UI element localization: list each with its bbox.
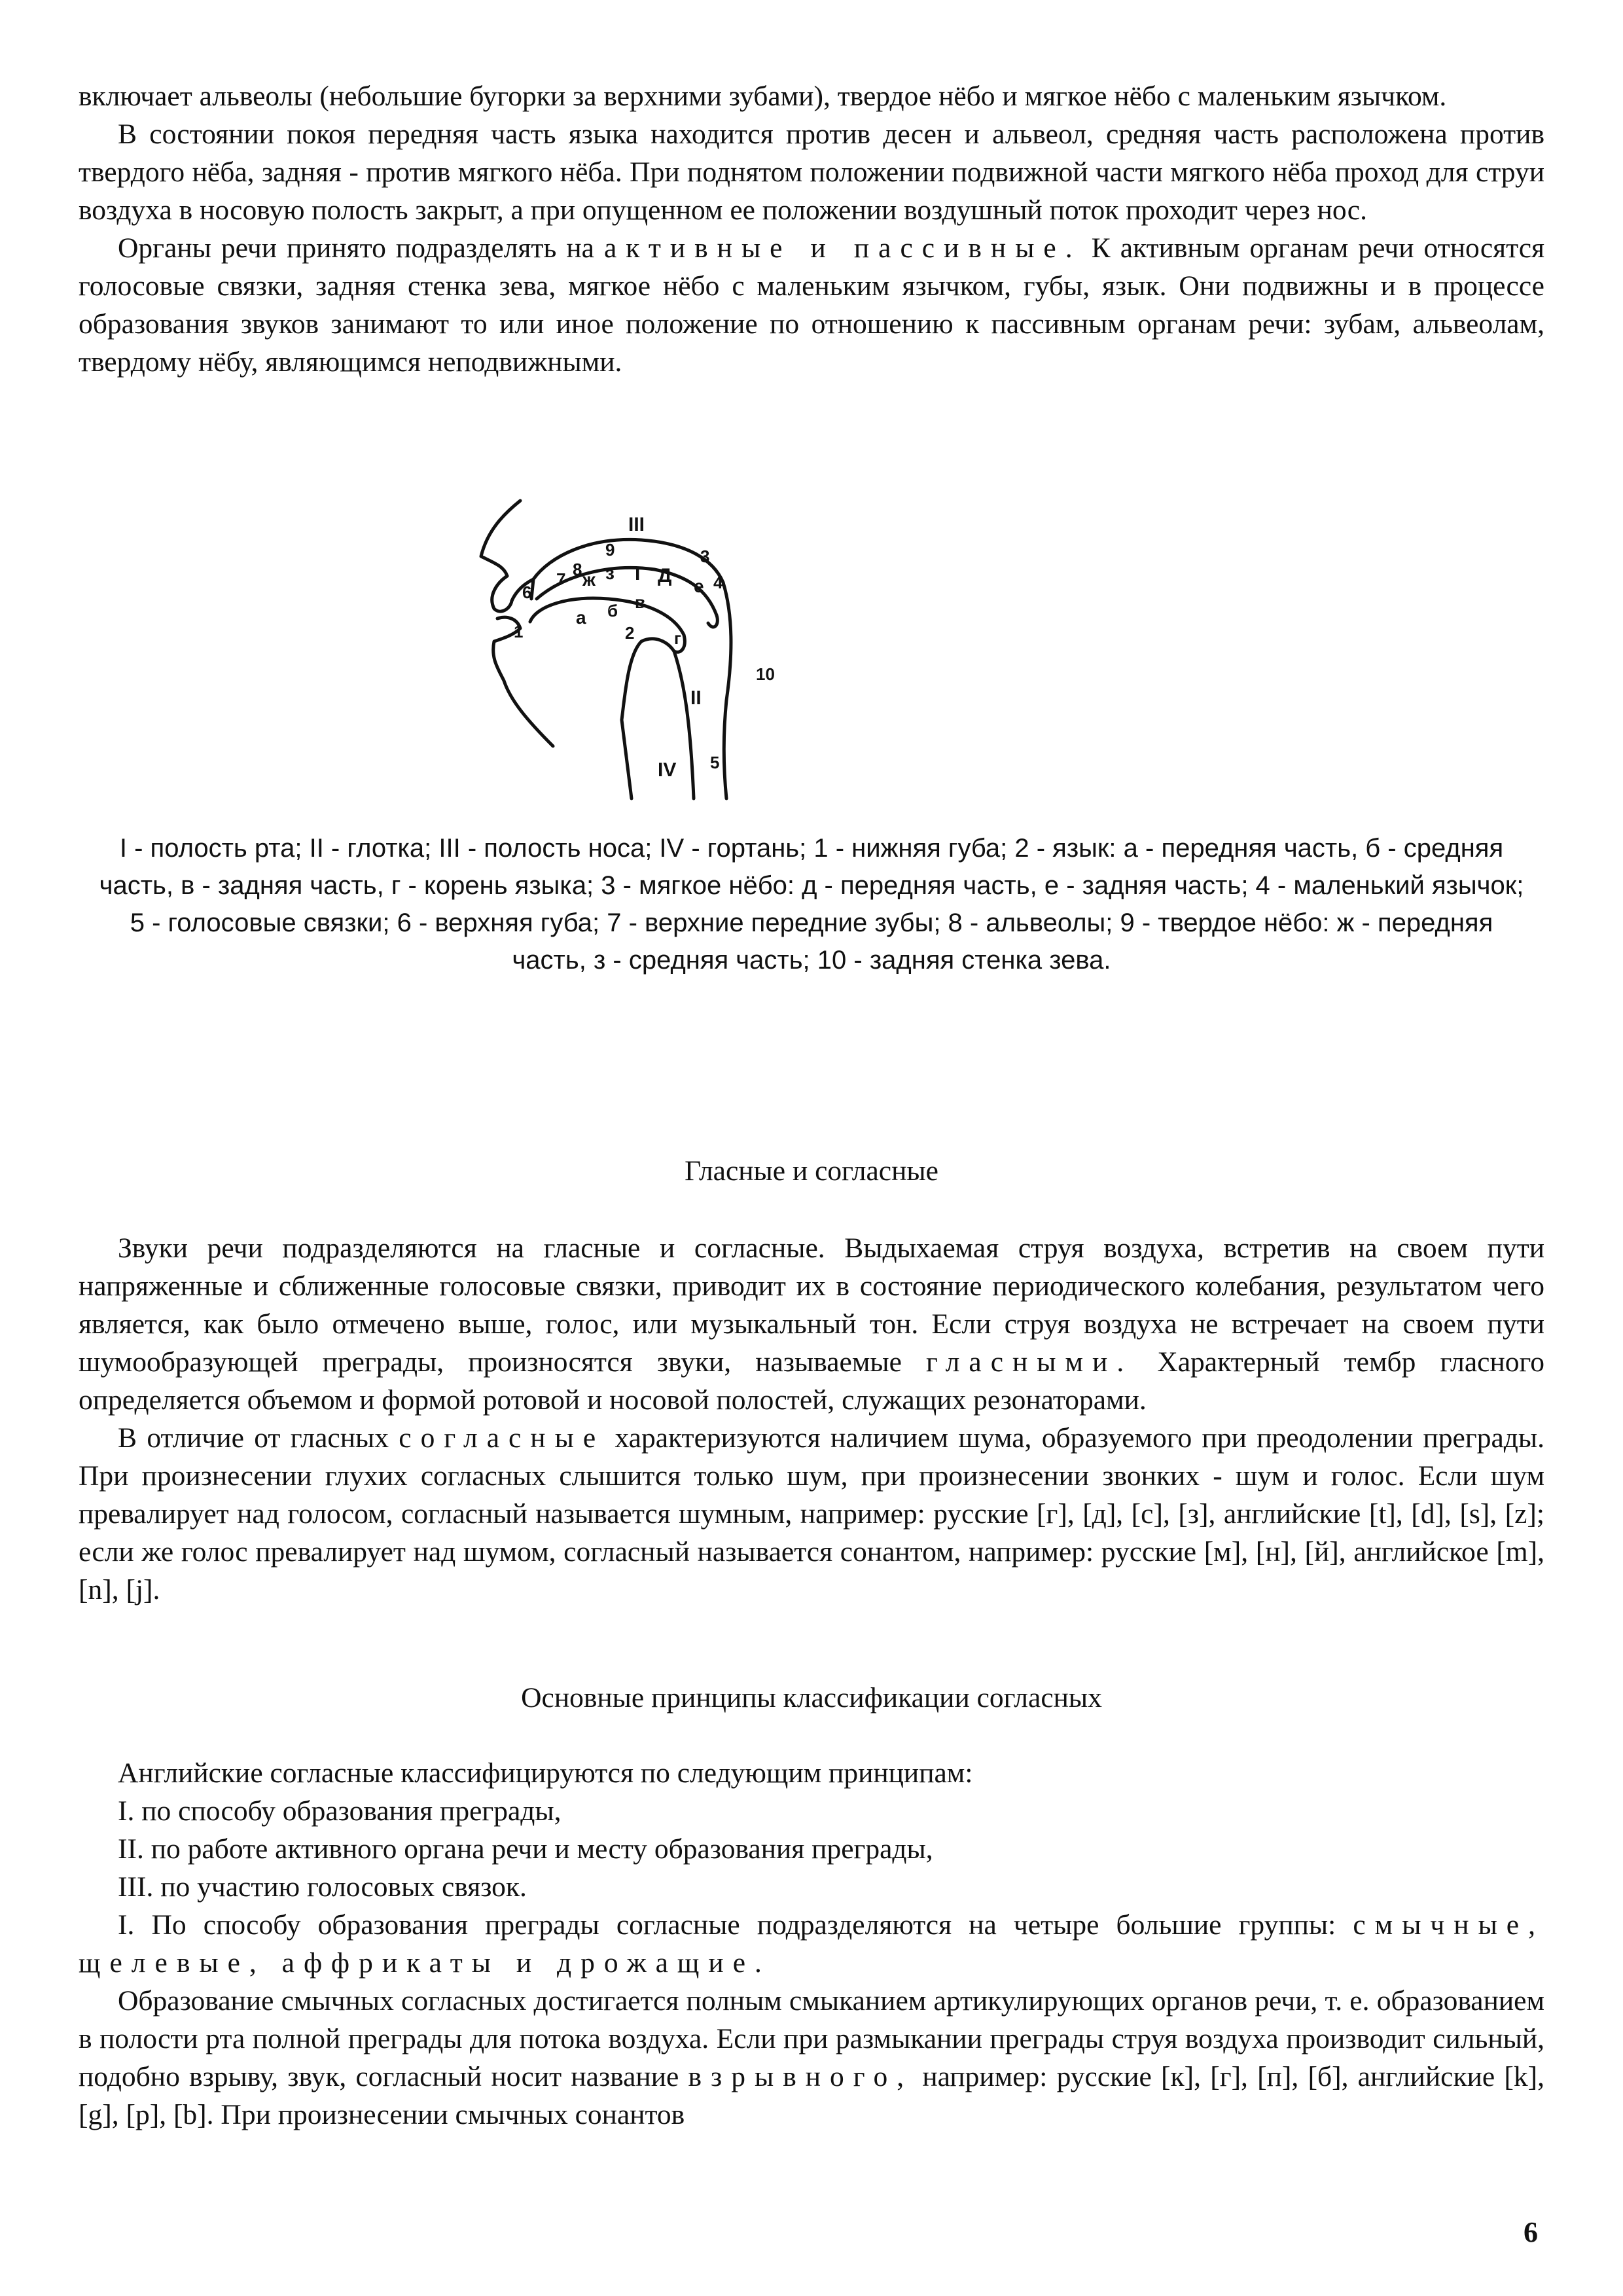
label-10: 10 [756,664,775,684]
nasal-cavity-roof [533,539,723,583]
paragraph [79,1229,1544,1419]
larynx [622,720,632,798]
palate-arc [537,567,717,615]
speech-organs-diagram [458,484,812,825]
text-run: III. по участию голосовых связок. [118,1871,527,1903]
label-6: 6 [522,583,532,602]
upper-teeth [512,579,533,601]
label-e: е [694,576,704,596]
paragraph [79,1906,1544,1982]
intro-paragraphs [79,77,1544,381]
label-4: 4 [713,573,723,592]
label-8: 8 [573,560,582,579]
lower-lip [493,617,553,746]
paragraph [79,1868,1544,1906]
spaced-term: активные и пассивные. [603,232,1082,264]
text-run: I. По способу образования преграды согласные подразделяются на четыре большие группы: [118,1909,1353,1941]
classification-paragraphs [79,1754,1544,2134]
upper-lip [492,576,512,611]
label-a: а [576,607,586,628]
label-5: 5 [710,753,720,772]
paragraph [79,1754,1544,1792]
label-3: 3 [700,547,710,566]
spaced-term: гласными. [926,1346,1133,1378]
label-roman-3: III [628,514,645,535]
text-run: I. по способу образования преграды, [118,1795,562,1827]
larynx-front [674,651,694,798]
paragraph [79,1830,1544,1868]
nose-outline [481,501,520,576]
heading-vowels-consonants: Гласные и согласные [685,1155,938,1187]
label-zh: ж [582,569,596,590]
vowels-paragraphs [79,1229,1544,1609]
spaced-term: смычные, щелевые, аффрикаты и дрожащие. [79,1909,1544,1979]
label-z: з [605,563,615,583]
label-roman-2: II [690,687,702,709]
text-run: Органы речи принято подразделять на [118,232,604,264]
paragraph [79,1419,1544,1609]
label-2: 2 [625,623,635,643]
uvula [708,615,717,627]
label-b: б [607,601,618,620]
paragraph [79,115,1544,229]
text-run: например: русские [к], [г], [п], [б], английские [k], [g], [p], [b]. При произнесении смычных сонантов [79,2061,1544,2130]
text-run: II. по работе активного органа речи и месту образования преграды, [118,1833,933,1865]
label-7: 7 [556,569,566,589]
paragraph [79,229,1544,381]
label-roman-1: I [635,563,641,584]
spaced-term: взрывного, [688,2061,914,2092]
heading-classification: Основные принципы классификации согласных [521,1682,1102,1713]
page-number: 6 [1524,2216,1538,2248]
text-run: Характерный тембр гласного определяется объемом и формой ротовой и носовой полостей, служащих резонаторами. [79,1346,1544,1416]
label-9: 9 [605,540,615,560]
label-d: Д [658,565,672,586]
figure-caption: I - полость рта; II - глотка; III - полость носа; IV - гортань; 1 - нижняя губа; 2 - язык: а - передняя часть, б - средняя часть, в - задняя часть, г - корень языка; 3 - мягкое нёбо: д - передняя часть, е - задняя часть; 4 - маленький язычок; 5 - голосовые связки; 6 - верхняя губа; 7 - верхние передние зубы; 8 - альвеолы; 9 - твердое нёбо: ж - передняя часть, з - средняя часть; 10 - задняя стенка зева. [99,834,1524,975]
spaced-term: согласные [399,1422,605,1454]
paragraph [79,77,1544,115]
text-run: Звуки речи подразделяются на гласные и согласные. Выдыхаемая струя воздуха, встретив на своем пути напряженные и сближенные голосовые связки, приводит их в состояние периодического колебания, результатом чего является, как было отмечено выше, голос, или музыкальный тон. Если струя воздуха не встречает на своем пути шумообразующей преграды, произносятся звуки, называемые [79,1232,1544,1378]
label-v: в [635,592,645,612]
text-run: Образование смычных согласных достигается полным смыканием артикулирующих органов речи, т. е. образованием в полости рта полной преграды для потока воздуха. Если при размыкании преграды струя воздуха производит сильный, подобно взрыву, звук, согласный носит название [79,1985,1544,2092]
text-run: В состоянии покоя передняя часть языка находится против десен и альвеол, средняя часть расположена против твердого нёба, задняя - против мягкого нёба. При поднятом положении подвижной части мягкого нёба проход для струи воздуха в носовую полость закрыт, а при опущенном ее положении воздушный поток проходит через нос. [79,118,1544,226]
text-run: характеризуются наличием шума, образуемого при преодолении преграды. При произнесении глухих согласных слышится только шум, при произнесении звонких - шум и голос. Если шум превалирует над голосом, согласный называется шумным, например: русские [г], [д], [с], [з], английские [t], [d], [s], [z]; если же голос превалирует над шумом, согласный называется сонантом, например: русские [м], [н], [й], английское [m], [n], [j]. [79,1422,1544,1605]
text-run: К активным органам речи относятся голосовые связки, задняя стенка зева, мягкое нёбо с маленьким язычком, губы, язык. Они подвижны и в процессе образования звуков занимают то или иное положение по отношению к пассивным органам речи: зубам, альвеолам, твердому нёбу, являющимся неподвижными. [79,232,1545,378]
pharynx-wall [723,583,731,798]
paragraph [79,1982,1544,2134]
label-1: 1 [514,622,524,641]
tongue [530,598,685,720]
label-g: г [674,628,681,648]
text-run: В отличие от гласных [118,1422,399,1454]
paragraph [79,1792,1544,1830]
text-run: включает альвеолы (небольшие бугорки за верхними зубами), твердое нёбо и мягкое нёбо с маленьким язычком. [79,81,1447,112]
text-run: Английские согласные классифицируются по следующим принципам: [118,1757,973,1789]
label-roman-4: IV [658,759,677,781]
